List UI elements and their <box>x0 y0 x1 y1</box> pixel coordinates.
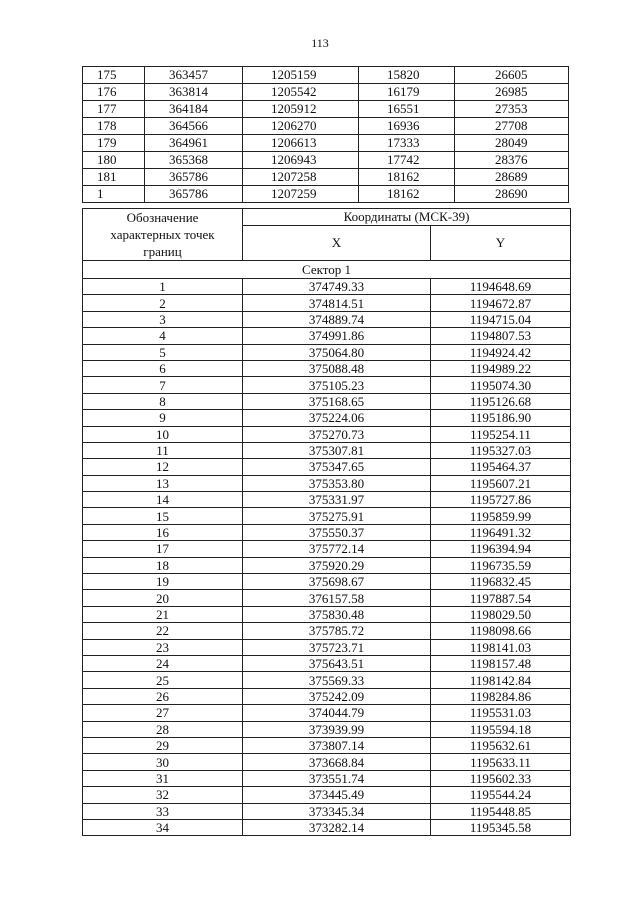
coordinate-x: 374889.74 <box>243 311 431 327</box>
coordinate-x: 375920.29 <box>243 557 431 573</box>
point-row <box>83 377 571 393</box>
coordinate-y: 1197887.54 <box>431 590 571 606</box>
point-number: 2 <box>83 295 243 311</box>
point-number: 18 <box>83 557 243 573</box>
coordinate-x: 374991.86 <box>243 328 431 344</box>
coordinate-x: 375830.48 <box>243 606 431 622</box>
point-row <box>83 705 571 721</box>
coordinate-x: 376157.58 <box>243 590 431 606</box>
point-number: 11 <box>83 442 243 458</box>
point-number: 9 <box>83 410 243 426</box>
point-number: 17 <box>83 541 243 557</box>
point-row <box>83 311 571 327</box>
coordinate-x: 373939.99 <box>243 721 431 737</box>
coordinate-x: 375105.23 <box>243 377 431 393</box>
table-cell: 1206943 <box>243 152 359 169</box>
point-number: 32 <box>83 787 243 803</box>
coordinate-y: 1195464.37 <box>431 459 571 475</box>
coordinate-x: 375643.51 <box>243 655 431 671</box>
table-cell: 28376 <box>455 152 569 169</box>
point-row <box>83 623 571 639</box>
coordinate-y: 1195544.24 <box>431 787 571 803</box>
coordinate-y: 1198284.86 <box>431 688 571 704</box>
coordinate-y: 1195727.86 <box>431 492 571 508</box>
point-number: 10 <box>83 426 243 442</box>
point-number: 16 <box>83 524 243 540</box>
coordinate-y: 1196394.94 <box>431 541 571 557</box>
point-number: 24 <box>83 655 243 671</box>
coordinate-x: 375270.73 <box>243 426 431 442</box>
point-row <box>83 508 571 524</box>
point-number: 31 <box>83 770 243 786</box>
table-cell: 364566 <box>145 118 243 135</box>
point-number: 27 <box>83 705 243 721</box>
point-row <box>83 344 571 360</box>
point-row <box>83 475 571 491</box>
coordinate-y: 1195254.11 <box>431 426 571 442</box>
table-cell: 1 <box>83 186 145 203</box>
x-header: X <box>243 226 431 261</box>
point-row <box>83 426 571 442</box>
table-cell: 17742 <box>359 152 455 169</box>
coordinate-x: 373807.14 <box>243 737 431 753</box>
coordinate-x: 375331.97 <box>243 492 431 508</box>
table-cell: 178 <box>83 118 145 135</box>
coordinate-x: 375064.80 <box>243 344 431 360</box>
coordinate-y: 1194924.42 <box>431 344 571 360</box>
point-row <box>83 360 571 376</box>
coordinate-x: 375772.14 <box>243 541 431 557</box>
coordinate-y: 1198098.66 <box>431 623 571 639</box>
point-number: 12 <box>83 459 243 475</box>
point-row <box>83 459 571 475</box>
point-row <box>83 787 571 803</box>
coordinate-x: 375088.48 <box>243 360 431 376</box>
point-number: 30 <box>83 754 243 770</box>
table-cell: 1205542 <box>243 84 359 101</box>
continuation-table <box>82 66 569 203</box>
table-cell: 28690 <box>455 186 569 203</box>
table-cell: 26985 <box>455 84 569 101</box>
point-row <box>83 606 571 622</box>
coordinate-y: 1195531.03 <box>431 705 571 721</box>
table-cell: 16179 <box>359 84 455 101</box>
table-cell: 179 <box>83 135 145 152</box>
coordinate-y: 1194648.69 <box>431 279 571 295</box>
coordinate-x: 373668.84 <box>243 754 431 770</box>
coordinate-x: 375242.09 <box>243 688 431 704</box>
table-cell: 180 <box>83 152 145 169</box>
point-number: 1 <box>83 279 243 295</box>
coordinate-y: 1195859.99 <box>431 508 571 524</box>
table-cell: 28049 <box>455 135 569 152</box>
coordinate-y: 1198141.03 <box>431 639 571 655</box>
coordinate-x: 373551.74 <box>243 770 431 786</box>
table-cell: 16551 <box>359 101 455 118</box>
point-row <box>83 672 571 688</box>
coordinate-y: 1195126.68 <box>431 393 571 409</box>
table-cell: 363457 <box>145 67 243 84</box>
point-row <box>83 721 571 737</box>
coordinate-x: 373282.14 <box>243 819 431 835</box>
sector-label: Сектор 1 <box>83 261 571 279</box>
point-row <box>83 639 571 655</box>
table-row <box>83 101 569 118</box>
point-number: 3 <box>83 311 243 327</box>
point-row <box>83 492 571 508</box>
coordinate-x: 373445.49 <box>243 787 431 803</box>
point-row <box>83 442 571 458</box>
point-row <box>83 541 571 557</box>
point-row <box>83 770 571 786</box>
table-cell: 1206613 <box>243 135 359 152</box>
coordinate-y: 1196832.45 <box>431 574 571 590</box>
point-row <box>83 524 571 540</box>
coordinate-x: 375347.65 <box>243 459 431 475</box>
table-cell: 18162 <box>359 169 455 186</box>
point-number: 34 <box>83 819 243 835</box>
point-number: 23 <box>83 639 243 655</box>
coordinate-x: 375785.72 <box>243 623 431 639</box>
table-row <box>83 169 569 186</box>
coordinate-x: 374044.79 <box>243 705 431 721</box>
coordinate-x: 373345.34 <box>243 803 431 819</box>
table-cell: 28689 <box>455 169 569 186</box>
point-number: 4 <box>83 328 243 344</box>
coordinate-y: 1195633.11 <box>431 754 571 770</box>
point-number: 13 <box>83 475 243 491</box>
coordinates-header: Координаты (МСК-39) <box>243 209 571 226</box>
table-row <box>83 67 569 84</box>
table-cell: 364184 <box>145 101 243 118</box>
coordinates-table <box>82 208 571 836</box>
point-row <box>83 819 571 835</box>
table-cell: 1206270 <box>243 118 359 135</box>
point-number: 26 <box>83 688 243 704</box>
coordinate-y: 1198157.48 <box>431 655 571 671</box>
coordinate-y: 1195602.33 <box>431 770 571 786</box>
point-row <box>83 279 571 295</box>
point-number: 5 <box>83 344 243 360</box>
table-row <box>83 186 569 203</box>
coordinate-y: 1196491.32 <box>431 524 571 540</box>
point-number: 6 <box>83 360 243 376</box>
table-cell: 27708 <box>455 118 569 135</box>
table-cell: 26605 <box>455 67 569 84</box>
table-row <box>83 118 569 135</box>
table-cell: 27353 <box>455 101 569 118</box>
table-cell: 363814 <box>145 84 243 101</box>
table-cell: 175 <box>83 67 145 84</box>
point-row <box>83 754 571 770</box>
coordinate-y: 1194807.53 <box>431 328 571 344</box>
point-row <box>83 410 571 426</box>
point-row <box>83 688 571 704</box>
coordinate-y: 1195327.03 <box>431 442 571 458</box>
point-number: 8 <box>83 393 243 409</box>
point-number: 15 <box>83 508 243 524</box>
table-cell: 1205912 <box>243 101 359 118</box>
coordinate-x: 375224.06 <box>243 410 431 426</box>
coordinate-x: 374814.51 <box>243 295 431 311</box>
point-number: 28 <box>83 721 243 737</box>
table-cell: 1207259 <box>243 186 359 203</box>
table-row <box>83 84 569 101</box>
point-row <box>83 393 571 409</box>
coordinate-x: 375168.65 <box>243 393 431 409</box>
table-cell: 1205159 <box>243 67 359 84</box>
coordinate-y: 1195632.61 <box>431 737 571 753</box>
table-cell: 18162 <box>359 186 455 203</box>
coordinate-y: 1195074.30 <box>431 377 571 393</box>
coordinate-y: 1195448.85 <box>431 803 571 819</box>
table-cell: 1207258 <box>243 169 359 186</box>
y-header: Y <box>431 226 571 261</box>
coordinate-x: 375569.33 <box>243 672 431 688</box>
designation-header: Обозначение характерных точек границ <box>83 209 243 261</box>
table-row <box>83 152 569 169</box>
point-number: 33 <box>83 803 243 819</box>
table-cell: 17333 <box>359 135 455 152</box>
table-cell: 365786 <box>145 186 243 203</box>
coordinate-y: 1195607.21 <box>431 475 571 491</box>
point-number: 7 <box>83 377 243 393</box>
point-row <box>83 655 571 671</box>
table-cell: 181 <box>83 169 145 186</box>
coordinate-y: 1194989.22 <box>431 360 571 376</box>
table-cell: 15820 <box>359 67 455 84</box>
coordinate-y: 1195186.90 <box>431 410 571 426</box>
table-row <box>83 135 569 152</box>
coordinate-x: 375698.67 <box>243 574 431 590</box>
table-cell: 365786 <box>145 169 243 186</box>
point-number: 20 <box>83 590 243 606</box>
point-row <box>83 737 571 753</box>
page-number: 113 <box>311 36 329 50</box>
coordinate-x: 375550.37 <box>243 524 431 540</box>
table-cell: 176 <box>83 84 145 101</box>
coordinate-x: 375723.71 <box>243 639 431 655</box>
coordinate-y: 1198142.84 <box>431 672 571 688</box>
coordinate-x: 375353.80 <box>243 475 431 491</box>
point-row <box>83 295 571 311</box>
coordinate-x: 374749.33 <box>243 279 431 295</box>
point-number: 19 <box>83 574 243 590</box>
point-number: 29 <box>83 737 243 753</box>
table-cell: 177 <box>83 101 145 118</box>
coordinate-x: 375307.81 <box>243 442 431 458</box>
point-number: 25 <box>83 672 243 688</box>
point-row <box>83 328 571 344</box>
point-number: 21 <box>83 606 243 622</box>
coordinate-y: 1195594.18 <box>431 721 571 737</box>
table-cell: 364961 <box>145 135 243 152</box>
coordinate-y: 1194672.87 <box>431 295 571 311</box>
table-cell: 16936 <box>359 118 455 135</box>
point-row <box>83 803 571 819</box>
table-cell: 365368 <box>145 152 243 169</box>
point-row <box>83 574 571 590</box>
coordinate-y: 1196735.59 <box>431 557 571 573</box>
coordinate-x: 375275.91 <box>243 508 431 524</box>
coordinate-y: 1198029.50 <box>431 606 571 622</box>
point-row <box>83 557 571 573</box>
coordinate-y: 1195345.58 <box>431 819 571 835</box>
coordinate-y: 1194715.04 <box>431 311 571 327</box>
point-number: 14 <box>83 492 243 508</box>
point-row <box>83 590 571 606</box>
point-number: 22 <box>83 623 243 639</box>
